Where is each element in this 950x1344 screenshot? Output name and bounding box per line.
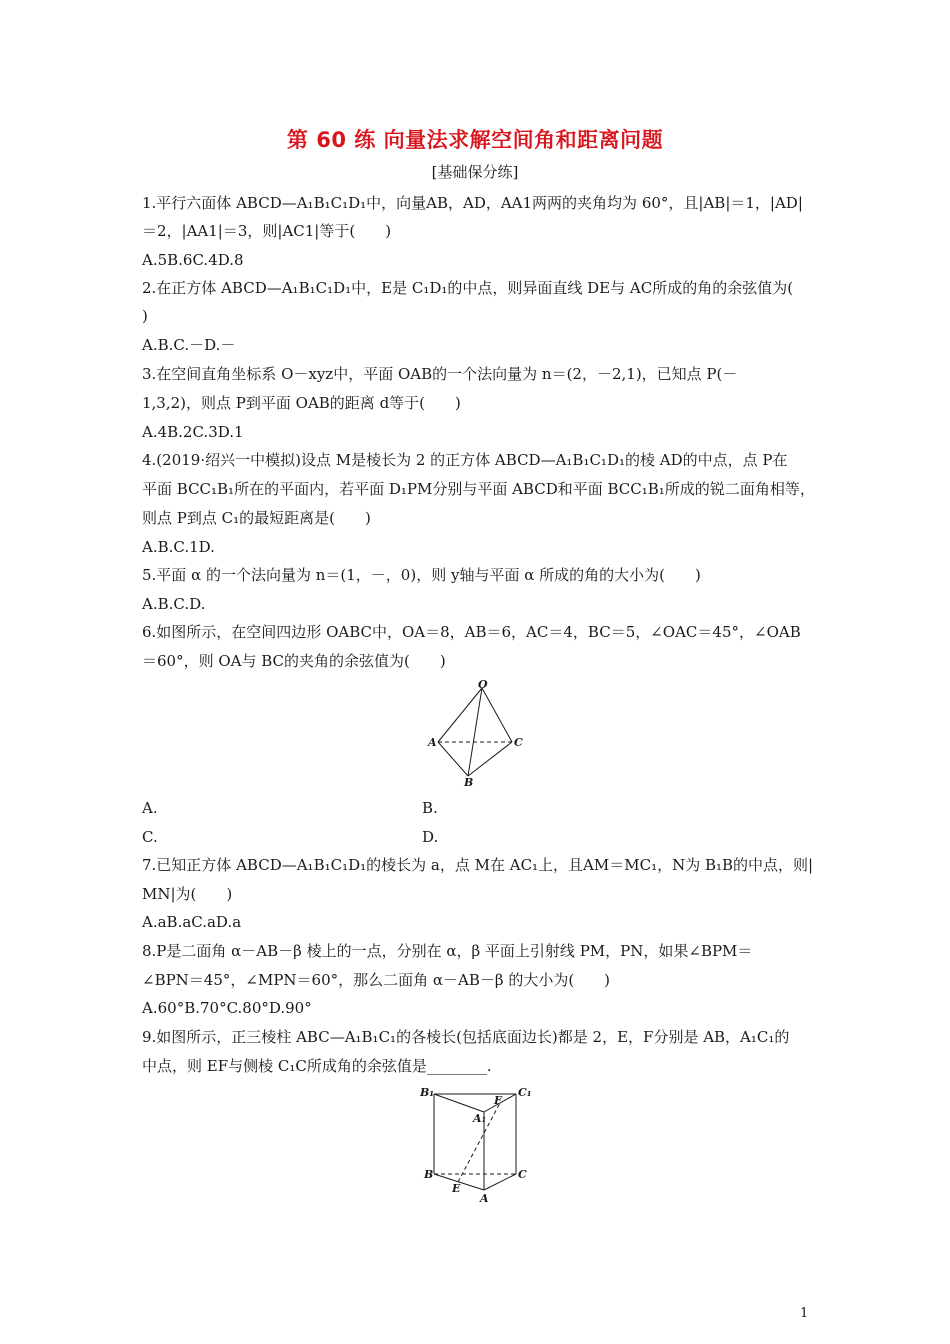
point-label-f: F — [494, 1094, 502, 1107]
page-number: 1 — [800, 1306, 809, 1321]
text-line: 6.如图所示，在空间四边形 OABC中，OA＝8，AB＝6，AC＝4，BC＝5，∠OAC＝45°，∠OAB — [142, 623, 801, 641]
option-c: C. — [142, 828, 158, 846]
answer-options: A.60°B.70°C.80°D.90° — [142, 999, 312, 1017]
text-line: 3.在空间直角坐标系 O－xyz中，平面 OAB的一个法向量为 n＝(2，－2,1)，已知点 P(－ — [142, 365, 738, 383]
vertex-label-a: A — [480, 1192, 489, 1205]
text-line: 9.如图所示，正三棱柱 ABC—A₁B₁C₁的各棱长(包括底面边长)都是 2，E，F分别是 AB，A₁C₁的 — [142, 1028, 790, 1046]
text-line: 1.平行六面体 ABCD—A₁B₁C₁D₁中，向量AB，AD，AA1两两的夹角均为 60°，且|AB|＝1，|AD| — [142, 194, 803, 212]
text-line: 5.平面 α 的一个法向量为 n＝(1，－，0)，则 y轴与平面 α 所成的角的大小为( ) — [142, 566, 701, 584]
answer-options: A.B.C.1D. — [142, 538, 215, 556]
text-line: ＝60°，则 OA与 BC的夹角的余弦值为( ) — [142, 652, 446, 670]
answer-options: A.B.C.－D.－ — [142, 336, 236, 354]
section-subtitle: [基础保分练] — [431, 163, 519, 181]
prism-figure — [418, 1082, 536, 1206]
vertex-label-c1: C₁ — [518, 1086, 532, 1099]
option-d: D. — [422, 828, 439, 846]
vertex-label-a1: A₁ — [473, 1112, 487, 1125]
text-line: ∠BPN＝45°，∠MPN＝60°，那么二面角 α－AB－β 的大小为( ) — [142, 971, 611, 989]
point-label-e: E — [452, 1182, 461, 1195]
answer-options: A.aB.aC.aD.a — [142, 913, 242, 931]
text-line: 1,3,2)，则点 P到平面 OAB的距离 d等于( ) — [142, 394, 461, 412]
text-line: 4.(2019·绍兴一中模拟)设点 M是棱长为 2 的正方体 ABCD—A₁B₁C₁D₁的棱 AD的中点，点 P在 — [142, 451, 788, 469]
vertex-label-a: A — [428, 736, 437, 749]
text-line: ) — [142, 307, 148, 325]
vertex-label-b: B — [424, 1168, 434, 1181]
text-line: 8.P是二面角 α－AB－β 棱上的一点，分别在 α，β 平面上引射线 PM，PN，如果∠BPM＝ — [142, 942, 753, 960]
text-line: 2.在正方体 ABCD—A₁B₁C₁D₁中，E是 C₁D₁的中点，则异面直线 DE与 AC所成的角的余弦值为( — [142, 279, 794, 297]
option-a: A. — [142, 799, 158, 817]
text-line: ＝2，|AA1|＝3，则|AC1|等于( ) — [142, 222, 392, 240]
text-line: 平面 BCC₁B₁所在的平面内，若平面 D₁PM分别与平面 ABCD和平面 BCC₁B₁所成的锐二面角相等， — [142, 480, 815, 498]
text-line: 中点，则 EF与侧棱 C₁C所成角的余弦值是________. — [142, 1057, 492, 1075]
tetrahedron-figure — [420, 676, 530, 788]
answer-options: A.5B.6C.4D.8 — [142, 251, 244, 269]
page-title: 第 60 练 向量法求解空间角和距离问题 — [286, 128, 664, 152]
text-line: MN|为( ) — [142, 885, 233, 903]
text-line: 则点 P到点 C₁的最短距离是( ) — [142, 509, 371, 527]
option-b: B. — [422, 799, 438, 817]
vertex-label-b: B — [464, 776, 474, 788]
vertex-label-c: C — [518, 1168, 527, 1181]
answer-options: A.B.C.D. — [142, 595, 206, 613]
vertex-label-o: O — [478, 678, 488, 691]
answer-options: A.4B.2C.3D.1 — [142, 423, 244, 441]
vertex-label-b1: B₁ — [420, 1086, 435, 1099]
vertex-label-c: C — [514, 736, 523, 749]
text-line: 7.已知正方体 ABCD—A₁B₁C₁D₁的棱长为 a，点 M在 AC₁上，且AM＝MC₁，N为 B₁B的中点，则| — [142, 856, 814, 874]
